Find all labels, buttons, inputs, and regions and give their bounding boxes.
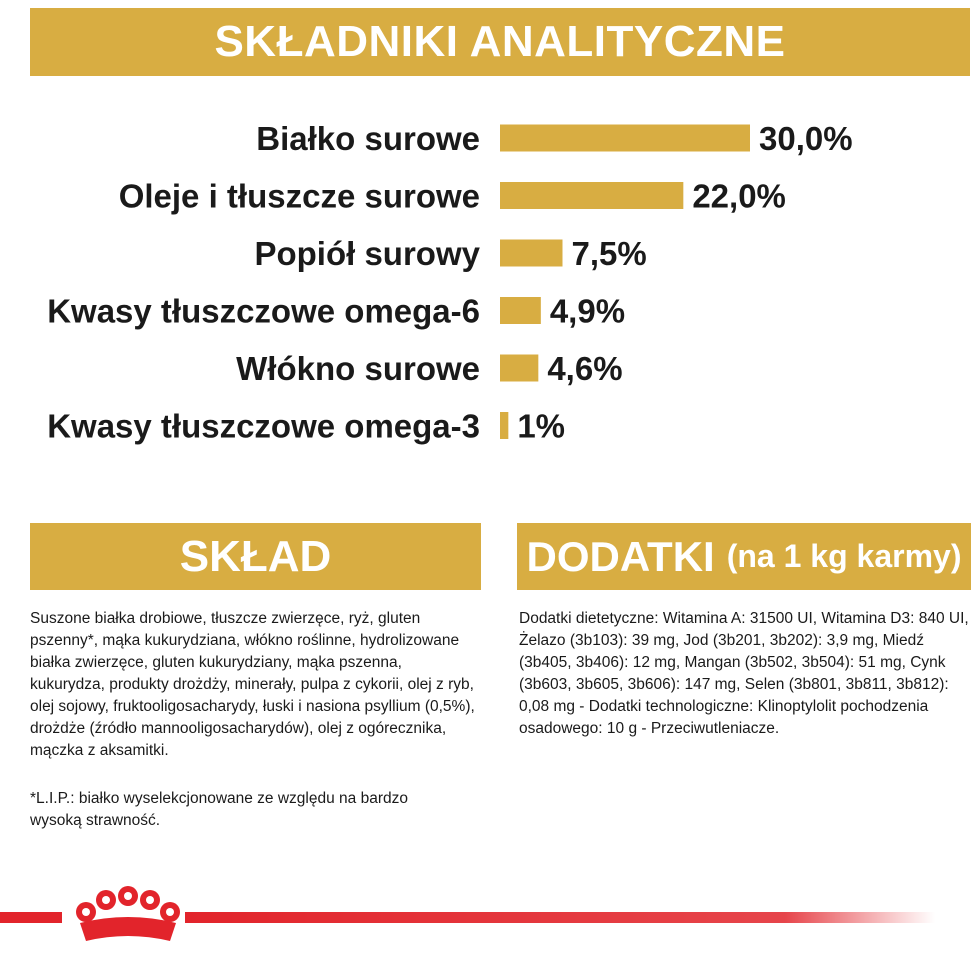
bar	[500, 412, 508, 439]
category-label: Kwasy tłuszczowe omega-6	[47, 292, 480, 330]
footer-stripe-right	[185, 912, 935, 923]
bar	[500, 125, 750, 152]
section-title-analytical	[30, 8, 970, 76]
section-title-additives-subtitle: (na 1 kg karmy)	[726, 538, 962, 574]
section-title-additives-text: DODATKI	[526, 532, 715, 580]
composition-text: Suszone białka drobiowe, tłuszcze zwierzęce, ryż, gluten pszenny*, mąka kukurydziana, włókno roślinne, hydrolizowane białka zwierzęce, gluten kukurydziany, mąka pszenna, kukurydza, produkty drożdży, minerały, pulpa z cykorii, olej z ryb, olej sojowy, fruktooligosacharydy, łuski i nasiona psyllium (0,5%), drożdże (źródło mannooligosacharydów), olej z ogórecznika, mączka z aksamitki.	[30, 610, 475, 759]
value-label: 30,0%	[759, 120, 853, 157]
value-label: 1%	[517, 407, 566, 445]
section-title-composition	[30, 523, 481, 590]
category-label: Włókno surowe	[236, 350, 480, 387]
section-title-additives	[517, 523, 971, 590]
brand-footer	[0, 885, 978, 955]
value-label: 22,0%	[692, 177, 786, 215]
category-label: Białko surowe	[256, 120, 480, 157]
value-label: 4,9%	[549, 292, 626, 330]
section-title-composition-text: SKŁAD	[179, 531, 332, 581]
additives-text: Dodatki dietetyczne: Witamina A: 31500 UI, Witamina D3: 840 UI, Żelazo (3b103): 39 mg, Jod (3b201, 3b202): 3,9 mg, Miedź (3b405, 3b406): 12 mg, Mangan (3b502, 3b504): 51 mg, Cynk (3b603, 3b605, 3b606): 147 mg, Selen (3b801, 3b811, 3b812): 0,08 mg - Dodatki technologiczne: Klinoptylolit pochodzenia osadowego: 10 g - Przeciwutleniacze.	[519, 610, 969, 737]
value-label: 4,6%	[547, 350, 623, 387]
category-label: Oleje i tłuszcze surowe	[118, 177, 480, 215]
bar	[500, 297, 541, 324]
footer-stripe-left	[0, 912, 62, 923]
bar	[500, 240, 563, 267]
analytical-bar-chart	[0, 100, 978, 460]
composition-footnote: *L.I.P.: białko wyselekcjonowane ze względu na bardzo wysoką strawność.	[30, 790, 408, 829]
bar	[500, 182, 683, 209]
value-label: 7,5%	[571, 235, 647, 272]
category-label: Popiół surowy	[254, 235, 480, 272]
bar	[500, 355, 538, 382]
category-label: Kwasy tłuszczowe omega-3	[47, 407, 480, 445]
crown-icon	[76, 886, 180, 941]
section-title-analytical-text: SKŁADNIKI ANALITYCZNE	[214, 17, 786, 66]
